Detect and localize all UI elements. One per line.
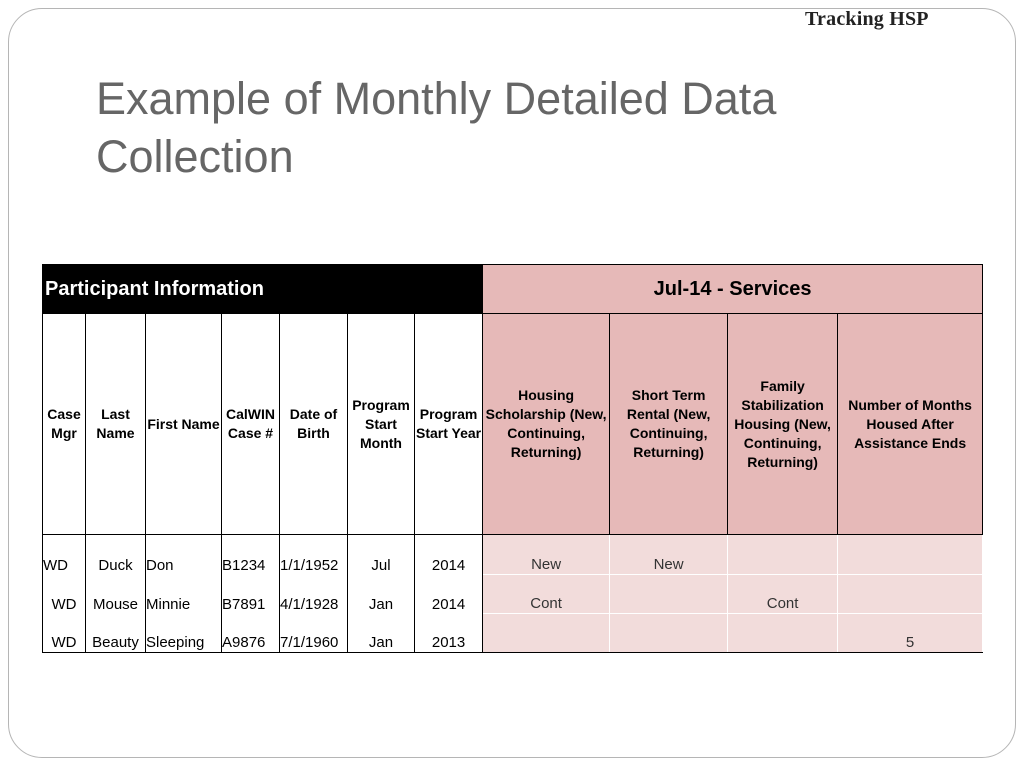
cell-first-name: Sleeping [146, 614, 222, 653]
cell-date-of-birth: 4/1/1928 [280, 575, 348, 614]
cell-calwin-case: A9876 [222, 614, 280, 653]
cell-program-start-year: 2013 [415, 614, 483, 653]
cell-months-housed [838, 535, 983, 575]
column-header-program-start-month: Program Start Month [348, 314, 415, 535]
cell-case-mgr: WD [43, 535, 86, 575]
cell-first-name: Don [146, 535, 222, 575]
column-header-case-mgr: Case Mgr [43, 314, 86, 535]
cell-short-term-rental: New [610, 535, 728, 575]
services-band: Jul-14 - Services [483, 265, 983, 314]
column-header-first-name: First Name [146, 314, 222, 535]
cell-calwin-case: B7891 [222, 575, 280, 614]
cell-family-stabilization: Cont [728, 575, 838, 614]
cell-date-of-birth: 1/1/1952 [280, 535, 348, 575]
cell-short-term-rental [610, 614, 728, 653]
cell-family-stabilization [728, 614, 838, 653]
participant-information-band: Participant Information [43, 265, 483, 314]
cell-housing-scholarship: New [483, 535, 610, 575]
column-header-short-term-rental: Short Term Rental (New, Continuing, Returning) [610, 314, 728, 535]
table-row [43, 614, 983, 653]
cell-housing-scholarship [483, 614, 610, 653]
cell-months-housed: 5 [838, 614, 983, 653]
cell-short-term-rental [610, 575, 728, 614]
cell-case-mgr: WD [43, 614, 86, 653]
column-header-months-housed-after: Number of Months Housed After Assistance Ends [838, 314, 983, 535]
cell-program-start-month: Jul [348, 535, 415, 575]
column-header-program-start-year: Program Start Year [415, 314, 483, 535]
column-header-family-stabilization-housing: Family Stabilization Housing (New, Continuing, Returning) [728, 314, 838, 535]
column-header-last-name: Last Name [86, 314, 146, 535]
cell-date-of-birth: 7/1/1960 [280, 614, 348, 653]
header-tag: Tracking HSP [805, 8, 929, 30]
column-header-housing-scholarship: Housing Scholarship (New, Continuing, Returning) [483, 314, 610, 535]
cell-months-housed [838, 575, 983, 614]
cell-program-start-month: Jan [348, 614, 415, 653]
cell-program-start-year: 2014 [415, 575, 483, 614]
cell-program-start-month: Jan [348, 575, 415, 614]
data-collection-table [42, 264, 983, 653]
cell-housing-scholarship: Cont [483, 575, 610, 614]
cell-last-name: Beauty [86, 614, 146, 653]
cell-case-mgr: WD [43, 575, 86, 614]
cell-program-start-year: 2014 [415, 535, 483, 575]
cell-last-name: Duck [86, 535, 146, 575]
table-row [43, 535, 983, 575]
column-header-date-of-birth: Date of Birth [280, 314, 348, 535]
cell-first-name: Minnie [146, 575, 222, 614]
cell-last-name: Mouse [86, 575, 146, 614]
table-row [43, 575, 983, 614]
slide-title: Example of Monthly Detailed Data Collection [96, 73, 777, 182]
cell-family-stabilization [728, 535, 838, 575]
cell-calwin-case: B1234 [222, 535, 280, 575]
column-header-calwin-case: CalWIN Case # [222, 314, 280, 535]
